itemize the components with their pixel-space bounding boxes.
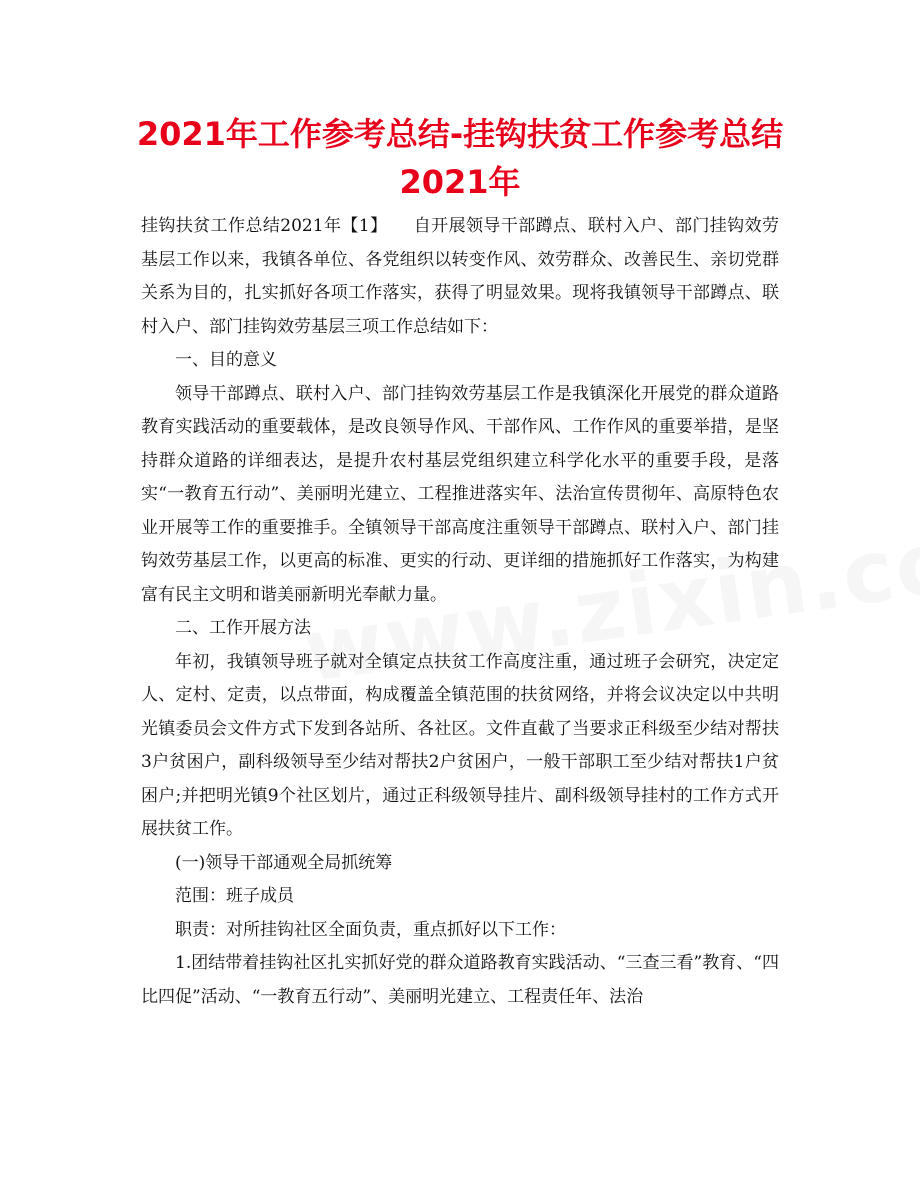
document-body xyxy=(141,210,779,1014)
paragraph-scope: 范围：班子成员 xyxy=(175,886,294,906)
paragraph-duties: 职责：对所挂钩社区全面负责，重点抓好以下工作： xyxy=(175,919,566,940)
document-title-line-2: 2021年 xyxy=(399,163,521,201)
subheading-leaders: (一)领导干部通观全局抓统筹 xyxy=(175,852,393,873)
paragraph-item-1: 1.团结带着挂钩社区扎实抓好党的群众道路教育实践活动、“三查三看”教育、“四比四促”活动、“一教育五行动”、美丽明光建立、工程责任年、法治 xyxy=(141,953,779,1007)
paragraph-intro: 挂钩扶贫工作总结2021年【1】 自开展领导干部蹲点、联村入户、部门挂钩效劳基层工作以来，我镇各单位、各党组织以转变作风、效劳群众、改善民生、亲切党群关系为目的，扎实抓好各项工作落实，获得了明显效果。现将我镇领导干部蹲点、联村入户、部门挂钩效劳基层三项工作总结如下： xyxy=(141,216,779,337)
heading-method: 二、工作开展方法 xyxy=(175,618,311,638)
paragraph-method: 年初，我镇领导班子就对全镇定点扶贫工作高度注重，通过班子会研究，决定定人、定村、定责，以点带面，构成覆盖全镇范围的扶贫网络，并将会议决定以中共明光镇委员会文件方式下发到各站所、各社区。文件直截了当要求正科级至少结对帮扶3户贫困户，副科级领导至少结对帮扶2户贫困户，一般干部职工至少结对帮扶1户贫困户;并把明光镇9个社区划片，通过正科级领导挂片、副科级领导挂村的工作方式开展扶贫工作。 xyxy=(141,651,779,839)
heading-objective: 一、目的意义 xyxy=(175,350,277,370)
paragraph-objective: 领导干部蹲点、联村入户、部门挂钩效劳基层工作是我镇深化开展党的群众道路教育实践活动的重要载体，是改良领导作风、干部作风、工作作风的重要举措，是坚持群众道路的详细表达，是提升农村基层党组织建立科学化水平的重要手段，是落实“一教育五行动”、美丽明光建立、工程推进落实年、法治宣传贯彻年、高原特色农业开展等工作的重要推手。全镇领导干部高度注重领导干部蹲点、联村入户、部门挂钩效劳基层工作，以更高的标准、更实的行动、更详细的措施抓好工作落实，为构建富有民主文明和谐美丽新明光奉献力量。 xyxy=(141,383,779,605)
document-title-line-1: 2021年工作参考总结-挂钩扶贫工作参考总结 xyxy=(136,115,784,153)
